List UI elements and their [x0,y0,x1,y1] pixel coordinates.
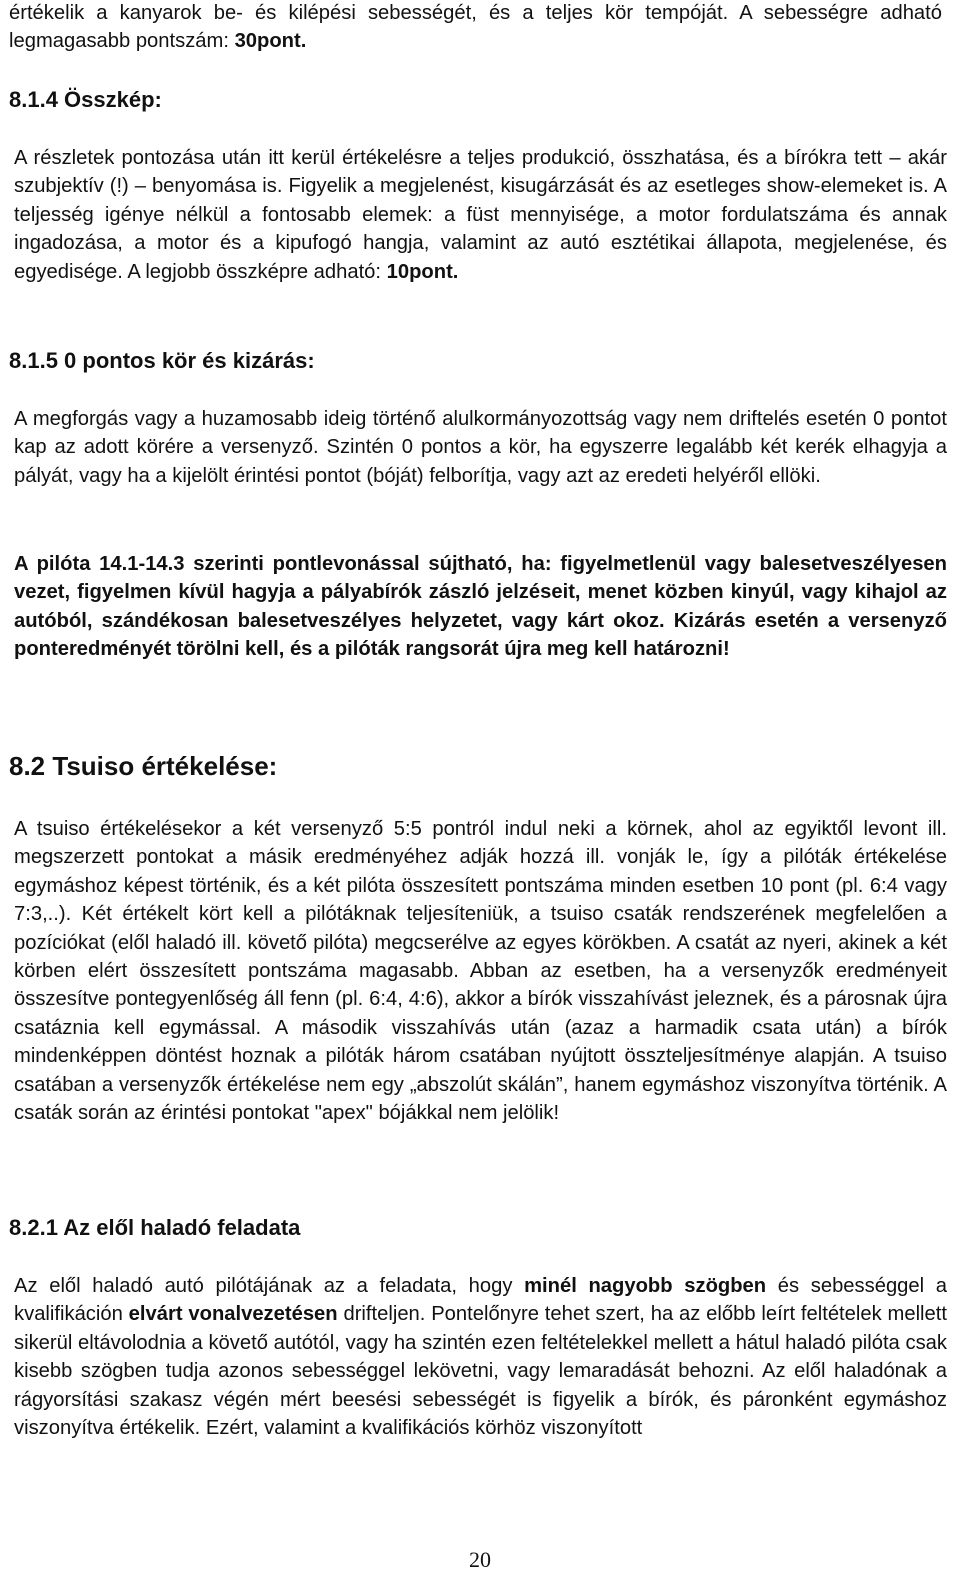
section-8-1-5-paragraph: A megforgás vagy a huzamosabb ideig történő alulkormányozottság vagy nem driftelés esetén 0 pontot kap az adott körére a versenyző. Szintén 0 pontos a kör, ha egyszerre legalább két kerék elhagyja a pályát, vagy ha a kijelölt érintési pontot (bóját) felborítja, vagy azt az eredeti helyéről ellöki. [14,408,947,487]
section-8-2-1-paragraph [9,1272,947,1442]
page-number: 20 [469,1547,491,1572]
section-8-2-1-heading: 8.2.1 Az elől haladó feladata [9,1215,301,1240]
section-8-1-4-paragraph [9,144,947,286]
section-8-2-1-text-2: és sebességgel a kvalifikáción [14,1275,947,1326]
section-8-2-paragraph: A tsuiso értékelésekor a két versenyző 5:5 pontról indul neki a körnek, ahol az egyiktől levont ill. megszerzett pontokat a másik eredményéhez adják hozzá ill. vonják le, így a pilóták értékelése egymáshoz képest történik, és a két pilóta összesített pontszáma minden esetben 10 pont (pl. 6:4 vagy 7:3,..). Két értékelt kört kell a pilótáknak teljesíteniük, a tsuiso csaták rendszerének megfelelően a pozíciókat (elől haladó ill. követő pilóta) megcserélve az egyes körökben. A csatát az nyeri, akinek a két körben elért összesített pontszáma magasabb. Abban az esetben, ha a versenyzők eredményeit összesítve pontegyenlőség áll fenn (pl. 6:4, 4:6), akkor a bírók visszahívást jeleznek, és a párosnak újra csatáznia kell egymással. A második visszahívás után (azaz a harmadik csata után) a bírók mindenképpen döntést hoznak a pilóták három csatában nyújtott összteljesítménye alapján. A tsuiso csatában a versenyzők értékelése nem egy „abszolút skálán”, hanem egymáshoz viszonyítva történik. A csaták során az érintési pontokat "apex" bójákkal nem jelölik! [14,818,947,1125]
section-8-1-4-points: 10pont. [386,260,459,283]
section-8-1-4-text: A részletek pontozása után itt kerül értékelésre a teljes produkció, összhatása, és a bírókra tett – akár szubjektív (!) – benyomása is. Figyelik a megjelenést, kisugárzását és az esetleges show-elemeket is. A teljesség igénye nélkül a fontosabb elemek: a füst mennyisége, a motor fordulatszáma és annak ingadozása, a motor és a kipufogó hangja, valamint az autó esztétikai állapota, megjelenése, és egyedisége. A legjobb összképre adható: [14,147,947,283]
section-8-2-1-bold-1: minél nagyobb szögben [524,1275,767,1297]
intro-text: értékelik a kanyarok be- és kilépési sebességét, és a teljes kör tempóját. A sebességre adható legmagasabb pontszám: [9,2,942,53]
section-8-2-heading: 8.2 Tsuiso értékelése: [9,751,278,781]
section-8-2-1-text-1: Az elől haladó autó pilótájának az a feladata, hogy [14,1275,525,1297]
section-8-1-5-heading: 8.1.5 0 pontos kör és kizárás: [9,348,315,373]
section-8-2-1-bold-2: elvárt vonalvezetésen [128,1303,338,1326]
section-8-1-4-heading: 8.1.4 Összkép: [9,87,162,112]
intro-points: 30pont. [234,30,307,53]
intro-paragraph [9,0,942,56]
section-8-1-5-penalty-paragraph: A pilóta 14.1-14.3 szerinti pontlevonással sújtható, ha: figyelmetlenül vagy balesetveszélyesen vezet, figyelmen kívül hagyja a pályabírók zászló jelzéseit, menet közben kinyúl, vagy kihajol az autóból, szándékosan balesetveszélyes helyzetet, vagy kárt okoz. Kizárás esetén a versenyző ponteredményét törölni kell, és a pilóták rangsorát újra meg kell határozni! [14,553,947,661]
section-8-2-1-text-3: drifteljen. Pontelőnyre tehet szert, ha az előbb leírt feltételek mellett sikerül eltávolodnia a követő autótól, vagy ha szintén ezen feltételekkel mellett a hátul haladó pilóta csak kisebb szögben tudja azonos sebességgel lekövetni, vagy lemaradását behozni. Az elől haladónak a rágyorsítási szakasz végén mért beesési sebességét is figyelik a bírók, és páronként egymáshoz viszonyítva értékelik. Ezért, valamint a kvalifikációs körhöz viszonyított [14,1303,947,1440]
